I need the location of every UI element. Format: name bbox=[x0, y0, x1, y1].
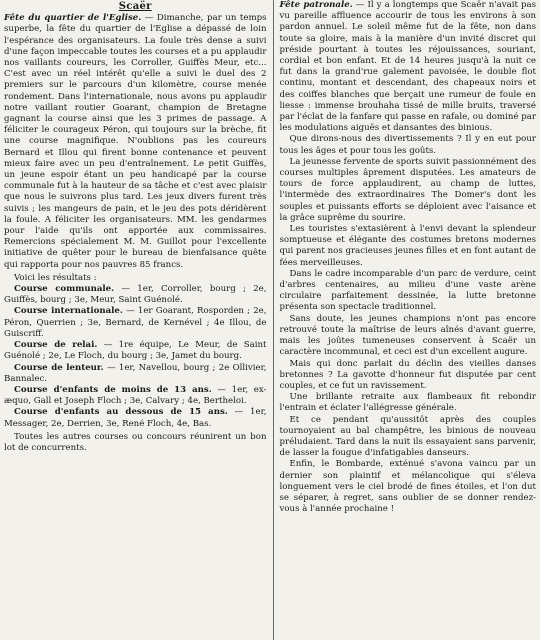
article-eglise-intro bbox=[4, 13, 267, 271]
results-closing: Toutes les autres courses ou concours réunirent un bon lot de concurrents. bbox=[4, 431, 267, 453]
article-paragraph: Sans doute, les jeunes champions n'ont pas encore retrouvé toute la maîtrise de leurs aînés d'avant guerre, mais les joûtes tumeneuses conservent à Scaër un caractère incommunal, et ceci est d'un excellent augure. bbox=[279, 313, 536, 358]
result-text: — 1er, ex-æquo, Gall et Joseph Floch ; 3e, Calvary ; 4e, Bertheloi. bbox=[4, 384, 267, 407]
result-item bbox=[4, 385, 267, 407]
result-item bbox=[4, 363, 267, 385]
article-paragraph: Les touristes s'extasièrent à l'envi devant la splendeur somptueuse et élégante des costumes bretons modernes qui parent nos gracieuses jeunes filles et en font autant de fées merveilleuses. bbox=[279, 224, 536, 268]
masthead-town: Scaër bbox=[118, 1, 152, 12]
result-text: — 1er Goarant, Rosporden ; 2e, Péron, Querrien ; 3e, Bernard, de Kernével ; 4e Illou, de Guiscriff. bbox=[4, 306, 267, 339]
article-paragraph: Enfin, le Bombarde, exténué s'avona vaincu par un dernier son plaintif et mélancolique qui s'éleva longuement vers le ciel brodé de fines étoiles, et l'on dut se séparer, à regret, sans oublier de se donner rendez-vous à l'année prochaine ! bbox=[279, 459, 536, 515]
result-text: — 1re équipe, Le Meur, de Saint Guénolé ; 2e, Le Floch, du bourg ; 3e, Jamet du bourg. bbox=[4, 340, 267, 362]
result-item bbox=[4, 284, 267, 306]
article-paragraph: Que dirons-nous des divertissements ? Il y en eut pour tous les âges et pour tous les goûts. bbox=[279, 134, 536, 156]
result-item bbox=[4, 407, 267, 429]
result-label: Course d'enfants au dessous de 15 ans. bbox=[14, 407, 228, 418]
article-paragraph: La jeunesse fervente de sports suivit passionnément des courses multiples âprement disputées. Les amateurs de tours de force applaudirent, au champ de luttes, l'intermède des extraordinaires The Domer's dont les souples et puissants efforts se déploient avec l'aisance et la grâce suprême du sourire. bbox=[279, 156, 536, 223]
result-item bbox=[4, 306, 267, 340]
result-text: — 1er, Messager, 2e, Derrien, 3e, René Floch, 4e, Bas. bbox=[4, 407, 267, 429]
result-text: — 1er, Navellou, bourg ; 2e Ollivier, Bannalec. bbox=[4, 362, 267, 384]
article-eglise-title: Fête du quartier de l'Eglise. bbox=[4, 13, 142, 24]
right-column bbox=[274, 0, 540, 640]
article-paragraph: Dans le cadre incomparable d'un parc de verdure, ceint d'arbres centenaires, au milieu d'une vaste arène circulaire parfaitement dessinée, la lutte bretonne présenta son spectacle traditionnel. bbox=[279, 268, 536, 313]
result-label: Course communale. bbox=[14, 284, 115, 295]
article-eglise-body: — Dimanche, par un temps superbe, la fête du quartier de l'Eglise a dépassé de loin l'espérance des organisateurs. La foule très dense a suivi d'une façon impeccable toutes les courses et a pu applaudir nos vaillants coureurs, les Corroller, Guiffès Meur, etc... C'est avec un réel intérêt qu'elle a suivi le duel des 2 premiers sur le parcours d'un kilomètre, course menée rondement. Dans l'internationale, nous avons pu applaudir notre vaillant routier Goarant, champion de Bretagne gagnant la course ainsi que les 3 primes de passage. A féliciter le courageux Péron, qui toujours sur la brèche, fit une course magnifique. N'oublions pas les coureurs Bernard et Illou qui firent bonne contenance et peuvent mieux faire avec un peu d'entraînement. Le petit Guiffès, un jeune espoir étant un peu handicapé par la course communale fut à la hauteur de sa tâche et c'est avec plaisir que nous le suivrons plus tard. Les jeux divers furent très suivis ; les mangeurs de pain, et le jeu des pots déridèrent la foule. A féliciter les organisateurs. MM. les gendarmes pour l'aide qu'ils ont apportée aux commissaires. Remercions spécialement M. M. Guillot pour l'excellente initiative de quêter pour le bureau de bienfaisance quête qui rapporta pour nos pauvres 85 francs. bbox=[4, 13, 267, 270]
results-intro: Voici les résultats : bbox=[14, 272, 97, 283]
result-label: Course de relai. bbox=[14, 340, 98, 351]
article-patronale-title: Fête patronale. bbox=[279, 0, 353, 10]
result-text: — 1er, Corroller, bourg ; 2e, Guiffès, bourg ; 3e, Meur, Saint Guénolé. bbox=[4, 284, 267, 306]
article-paragraph: Et ce pendant qu'aussitôt après des couples tournoyaient au bal champêtre, les binious de nouveau préludaient. Tard dans la nuit ils essayaient sans parvenir, de lasser la fougue d'infatigables danseurs. bbox=[279, 414, 536, 459]
result-label: Course d'enfants de moins de 13 ans. bbox=[14, 384, 212, 395]
article-patronale-body: — Il y a longtemps que Scaër n'avait pas vu pareille affluence accourir de tous les environs à son pardon annuel. Le soleil même fut de la fête, non dans toute sa gloire, mais à la manière d'un invité discret qui préside pourtant à toutes les réjouissances, souriant, cordial et bon enfant. Et de 14 heures jusqu'à la nuit ce fut dans la grand'rue galement pavoisée, le double flot continu, montant et descendant, des chapeaux noirs et des coiffes blanches que berçait une rumeur de foule en liesse : immense brouhaha tissé de mille bruits, traversé par l'éclat de la fanfare qui passe en rafale, ou dominé par les modulations aiguës et dansantes des binious. bbox=[279, 0, 537, 134]
article-paragraph: Mais qui donc parlait du déclin des vieilles danses bretonnes ? La gavotte d'honneur fut disputée par cent couples, et ce fut un ravissement. bbox=[279, 358, 536, 391]
article-patronale-intro bbox=[280, 0, 537, 134]
result-item bbox=[4, 340, 267, 362]
article-paragraph: Une brillante retraite aux flambeaux fit rebondir l'entrain et éclater l'allégresse générale. bbox=[279, 392, 536, 414]
result-label: Course internationale. bbox=[14, 306, 123, 317]
result-label: Course de lenteur. bbox=[14, 362, 104, 373]
